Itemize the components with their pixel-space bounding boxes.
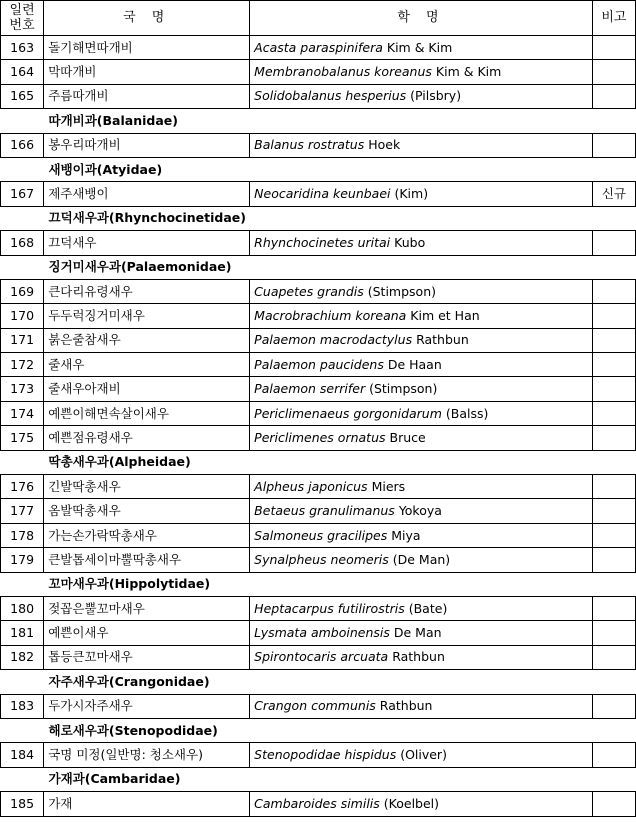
remarks-cell	[592, 499, 635, 523]
header-remarks: 비고	[592, 1, 635, 36]
family-label: 끄덕새우과(Rhynchocinetidae)	[1, 206, 636, 230]
table-row	[1, 426, 636, 450]
korean-name-cell: 큰발톱세이마뿔딱총새우	[44, 548, 250, 572]
korean-name-cell: 젖꼽은뿔꼬마새우	[44, 596, 250, 620]
binomial-name: Balanus rostratus	[254, 137, 365, 153]
table-row	[1, 475, 636, 499]
remarks-cell	[592, 792, 635, 816]
author-name: Rathbun	[392, 649, 445, 665]
scientific-name-cell	[250, 60, 593, 84]
table-body	[1, 36, 636, 817]
table-row	[1, 645, 636, 669]
binomial-name: Lysmata amboinensis	[254, 625, 390, 641]
serial-number-cell: 177	[1, 499, 44, 523]
remarks-cell	[592, 377, 635, 401]
author-name: (Pilsbry)	[410, 88, 462, 104]
author-name: Bruce	[389, 429, 426, 445]
korean-name-cell: 봉우리따개비	[44, 133, 250, 157]
remarks-cell	[592, 401, 635, 425]
author-name: (Kim)	[394, 186, 429, 202]
serial-number-cell: 176	[1, 475, 44, 499]
author-name: Kim et Han	[410, 307, 480, 323]
binomial-name: Heptacarpus futilirostris	[254, 600, 405, 616]
scientific-name-cell	[250, 792, 593, 816]
serial-number-cell: 178	[1, 523, 44, 547]
scientific-name-cell	[250, 694, 593, 718]
author-name: De Haan	[387, 356, 442, 372]
table-row	[1, 133, 636, 157]
korean-name-cell: 긴발딱총새우	[44, 475, 250, 499]
table-row	[1, 353, 636, 377]
author-name: Kubo	[394, 234, 426, 250]
family-header-row	[1, 206, 636, 230]
author-name: (Stimpson)	[369, 381, 438, 397]
serial-number-cell: 170	[1, 304, 44, 328]
binomial-name: Rhynchocinetes uritai	[254, 234, 391, 250]
serial-number-cell: 172	[1, 353, 44, 377]
korean-name-cell: 예쁜이해면속살이새우	[44, 401, 250, 425]
author-name: (De Man)	[392, 551, 451, 567]
binomial-name: Membranobalanus koreanus	[254, 64, 432, 80]
scientific-name-cell	[250, 231, 593, 255]
scientific-name-cell	[250, 279, 593, 303]
serial-number-cell: 179	[1, 548, 44, 572]
family-label: 딱총새우과(Alpheidae)	[1, 450, 636, 474]
scientific-name-cell	[250, 401, 593, 425]
table-row	[1, 499, 636, 523]
family-header-row	[1, 109, 636, 133]
table-row	[1, 621, 636, 645]
korean-name-cell: 끄덕새우	[44, 231, 250, 255]
serial-number-cell: 167	[1, 182, 44, 206]
table-row	[1, 231, 636, 255]
binomial-name: Acasta paraspinifera	[254, 39, 383, 55]
serial-number-cell: 183	[1, 694, 44, 718]
korean-name-cell: 톱등큰꼬마새우	[44, 645, 250, 669]
serial-number-cell: 181	[1, 621, 44, 645]
remarks-cell	[592, 353, 635, 377]
remarks-cell	[592, 596, 635, 620]
binomial-name: Betaeus granulimanus	[254, 503, 395, 519]
binomial-name: Cuapetes grandis	[254, 283, 364, 299]
korean-name-cell: 예쁜점유령새우	[44, 426, 250, 450]
scientific-name-cell	[250, 377, 593, 401]
scientific-name-cell	[250, 548, 593, 572]
korean-name-cell: 줄새우아재비	[44, 377, 250, 401]
family-label: 새뱅이과(Atyidae)	[1, 157, 636, 181]
binomial-name: Macrobrachium koreana	[254, 307, 407, 323]
scientific-name-cell	[250, 84, 593, 108]
scientific-name-cell	[250, 36, 593, 60]
korean-name-cell: 예쁜이새우	[44, 621, 250, 645]
binomial-name: Periclimenaeus gorgonidarum	[254, 405, 442, 421]
binomial-name: Crangon communis	[254, 698, 376, 714]
table-row	[1, 548, 636, 572]
family-label: 꼬마새우과(Hippolytidae)	[1, 572, 636, 596]
serial-number-cell: 164	[1, 60, 44, 84]
serial-number-cell: 175	[1, 426, 44, 450]
serial-number-cell: 182	[1, 645, 44, 669]
table-row	[1, 401, 636, 425]
binomial-name: Solidobalanus hesperius	[254, 88, 407, 104]
table-header-row	[1, 1, 636, 36]
author-name: Yokoya	[398, 503, 442, 519]
family-header-row	[1, 450, 636, 474]
remarks-cell	[592, 133, 635, 157]
header-serial-line1: 일련	[9, 3, 35, 18]
table-row	[1, 523, 636, 547]
scientific-name-cell	[250, 523, 593, 547]
serial-number-cell: 163	[1, 36, 44, 60]
binomial-name: Spirontocaris arcuata	[254, 649, 389, 665]
korean-name-cell: 돌기해면따개비	[44, 36, 250, 60]
serial-number-cell: 184	[1, 743, 44, 767]
table-row	[1, 377, 636, 401]
table-row	[1, 328, 636, 352]
remarks-cell	[592, 523, 635, 547]
scientific-name-cell	[250, 353, 593, 377]
korean-name-cell: 줄새우	[44, 353, 250, 377]
table-row	[1, 304, 636, 328]
table-row	[1, 694, 636, 718]
serial-number-cell: 168	[1, 231, 44, 255]
author-name: Rathbun	[379, 698, 433, 714]
remarks-cell	[592, 694, 635, 718]
remarks-cell	[592, 743, 635, 767]
serial-number-cell: 165	[1, 84, 44, 108]
family-header-row	[1, 718, 636, 742]
author-name: Rathbun	[416, 332, 469, 348]
scientific-name-cell	[250, 621, 593, 645]
binomial-name: Periclimenes ornatus	[254, 429, 386, 445]
table-row	[1, 182, 636, 206]
scientific-name-cell	[250, 328, 593, 352]
family-header-row	[1, 572, 636, 596]
scientific-name-cell	[250, 304, 593, 328]
remarks-cell	[592, 279, 635, 303]
scientific-name-cell	[250, 133, 593, 157]
author-name: Miers	[371, 478, 406, 494]
family-header-row	[1, 157, 636, 181]
table-row	[1, 596, 636, 620]
korean-name-cell: 막따개비	[44, 60, 250, 84]
scientific-name-cell	[250, 475, 593, 499]
author-name: Hoek	[368, 137, 401, 153]
binomial-name: Salmoneus gracilipes	[254, 527, 388, 543]
korean-name-cell: 가는손가락딱총새우	[44, 523, 250, 547]
family-label: 징거미새우과(Palaemonidae)	[1, 255, 636, 279]
table-row	[1, 279, 636, 303]
author-name: (Oliver)	[400, 747, 447, 763]
korean-name-cell: 붉은줄참새우	[44, 328, 250, 352]
remarks-cell	[592, 426, 635, 450]
family-label: 자주새우과(Crangonidae)	[1, 670, 636, 694]
serial-number-cell: 166	[1, 133, 44, 157]
table-row	[1, 60, 636, 84]
korean-name-cell: 국명 미정(일반명: 청소새우)	[44, 743, 250, 767]
family-label: 따개비과(Balanidae)	[1, 109, 636, 133]
korean-name-cell: 옴발딱총새우	[44, 499, 250, 523]
scientific-name-cell	[250, 645, 593, 669]
remarks-cell	[592, 645, 635, 669]
serial-number-cell: 185	[1, 792, 44, 816]
family-header-row	[1, 255, 636, 279]
header-scientific-name: 학 명	[250, 1, 593, 36]
remarks-cell	[592, 548, 635, 572]
binomial-name: Palaemon macrodactylus	[254, 332, 413, 348]
scientific-name-cell	[250, 743, 593, 767]
scientific-name-cell	[250, 596, 593, 620]
author-name: Kim & Kim	[386, 39, 453, 55]
korean-name-cell: 가재	[44, 792, 250, 816]
family-label: 가재과(Cambaridae)	[1, 767, 636, 791]
serial-number-cell: 173	[1, 377, 44, 401]
table-row	[1, 743, 636, 767]
family-header-row	[1, 670, 636, 694]
table-row	[1, 792, 636, 816]
binomial-name: Synalpheus neomeris	[254, 551, 389, 567]
remarks-cell	[592, 304, 635, 328]
table-row	[1, 84, 636, 108]
remarks-cell	[592, 231, 635, 255]
binomial-name: Palaemon paucidens	[254, 356, 384, 372]
remarks-cell	[592, 475, 635, 499]
korean-name-cell: 제주새뱅이	[44, 182, 250, 206]
scientific-name-cell	[250, 426, 593, 450]
serial-number-cell: 169	[1, 279, 44, 303]
scientific-name-cell	[250, 499, 593, 523]
author-name: Miya	[391, 527, 421, 543]
binomial-name: Cambaroides similis	[254, 795, 380, 811]
header-serial-line2: 번호	[9, 18, 35, 33]
korean-name-cell: 두두럭징거미새우	[44, 304, 250, 328]
serial-number-cell: 174	[1, 401, 44, 425]
header-serial-number	[1, 1, 44, 36]
remarks-cell	[592, 621, 635, 645]
remarks-cell	[592, 84, 635, 108]
korean-name-cell: 두가시자주새우	[44, 694, 250, 718]
remarks-cell	[592, 328, 635, 352]
author-name: (Stimpson)	[367, 283, 437, 299]
author-name: De Man	[393, 625, 442, 641]
serial-number-cell: 180	[1, 596, 44, 620]
scientific-name-cell	[250, 182, 593, 206]
binomial-name: Neocaridina keunbaei	[254, 186, 391, 202]
header-korean-name: 국 명	[44, 1, 250, 36]
remarks-cell	[592, 36, 635, 60]
author-name: (Koelbel)	[383, 795, 440, 811]
binomial-name: Stenopodidae hispidus	[254, 747, 397, 763]
author-name: (Bate)	[408, 600, 448, 616]
table-row	[1, 36, 636, 60]
author-name: Kim & Kim	[435, 64, 502, 80]
remarks-cell: 신규	[592, 182, 635, 206]
korean-name-cell: 주름따개비	[44, 84, 250, 108]
binomial-name: Palaemon serrifer	[254, 381, 366, 397]
author-name: (Balss)	[445, 405, 489, 421]
family-header-row	[1, 767, 636, 791]
family-label: 해로새우과(Stenopodidae)	[1, 718, 636, 742]
remarks-cell	[592, 60, 635, 84]
serial-number-cell: 171	[1, 328, 44, 352]
korean-name-cell: 큰다리유령새우	[44, 279, 250, 303]
binomial-name: Alpheus japonicus	[254, 478, 368, 494]
